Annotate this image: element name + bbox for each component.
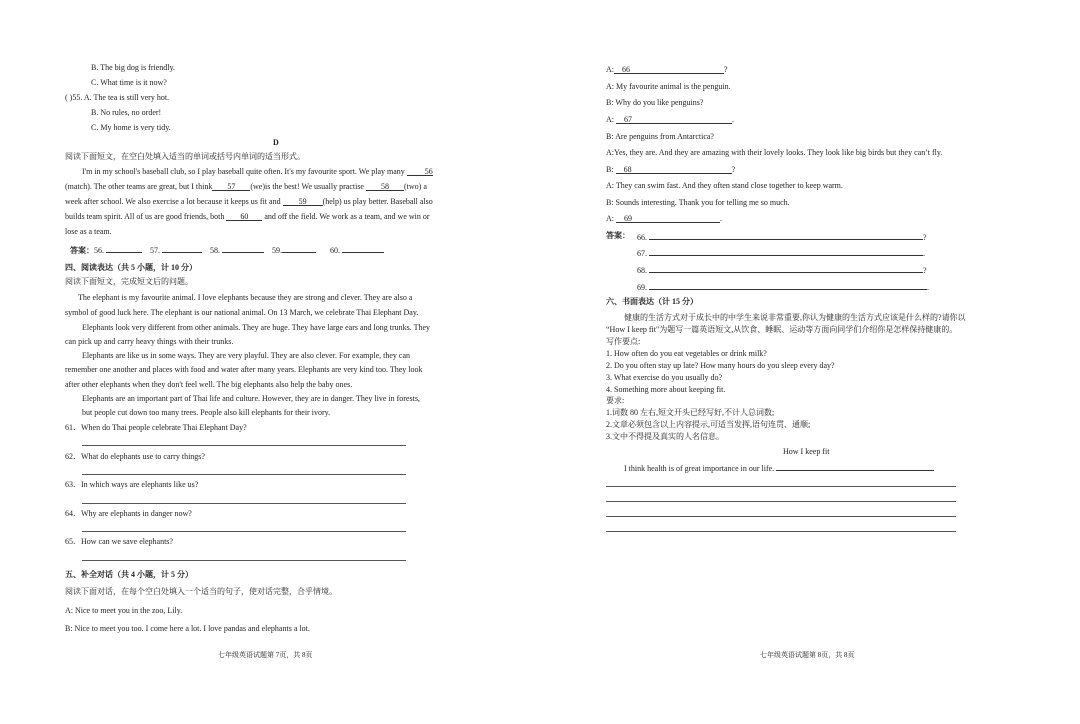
writing-point: 2. Do you often stay up late? How many hours do you sleep every day? — [606, 361, 835, 370]
passage-line: The elephant is my favourite animal. I love elephants because they are strong and clever. They are also a — [78, 293, 413, 302]
question-61: 61．When do Thai people celebrate Thai Elephant Day? — [65, 423, 247, 432]
passage-line: remember one another and places with food and water after many years. Elephants are very kind too. They look — [65, 365, 423, 374]
cloze-line-3 — [65, 197, 433, 207]
answer-field-67[interactable] — [649, 247, 923, 256]
option-54c: C. What time is it now? — [91, 78, 167, 87]
answer-num: 68. — [637, 266, 647, 275]
answer-row-69 — [637, 281, 929, 293]
writing-point: 4. Something more about keeping fit. — [606, 385, 726, 394]
punct: ? — [731, 165, 736, 174]
blank-66[interactable]: 66 — [614, 65, 724, 74]
blank-56[interactable]: 56 — [407, 167, 433, 176]
answer-line-62[interactable] — [82, 474, 406, 475]
answer-num: 59. — [272, 246, 282, 255]
dialogue-69 — [606, 214, 722, 224]
dialogue-line: A: They can swim fast. And they often stand close together to keep warm. — [606, 181, 843, 190]
text: (help) us play better. Baseball also — [322, 197, 433, 206]
blank-69[interactable]: 69 — [616, 214, 720, 223]
answer-row-68 — [637, 264, 927, 276]
answer-field-57[interactable] — [162, 244, 202, 253]
question-65: 65．How can we save elephants? — [65, 537, 173, 546]
requirement: 2.文章必须包含以上内容提示,可适当发挥,语句连贯、通顺; — [606, 420, 811, 429]
answer-field-68[interactable] — [649, 264, 923, 273]
section-4-title: 四、阅读表达（共 5 小题，计 10 分） — [65, 263, 197, 272]
answer-line-64[interactable] — [82, 531, 406, 532]
answer-num: 58. — [210, 246, 220, 255]
section-d-heading: D — [273, 138, 279, 147]
page-footer-7: 七年级英语试题第 7页，共 8页 — [218, 651, 313, 659]
points-label: 写作要点: — [606, 337, 641, 346]
answer-label: 答案： — [606, 231, 630, 240]
requirement: 3.文中不得提及真实的人名信息。 — [606, 432, 724, 441]
answer-field-59[interactable] — [282, 244, 316, 253]
text: week after school. We also exercise a lot because it keeps us fit and — [65, 197, 281, 206]
passage-line: Elephants are like us in some ways. They are very playful. They are also clever. For example, they can — [82, 351, 411, 360]
essay-field[interactable] — [776, 462, 934, 471]
dialogue-line: B: Sounds interesting. Thank you for telling me so much. — [606, 198, 790, 207]
passage-line: can pick up and carry heavy things with their trunks. — [65, 337, 234, 346]
blank-60[interactable]: 60 — [226, 212, 262, 221]
essay-line[interactable] — [606, 531, 956, 532]
answer-num: 66. — [637, 233, 647, 242]
answer-line-63[interactable] — [82, 503, 406, 504]
page-footer-8: 七年级英语试题第 8页，共 8页 — [760, 651, 855, 659]
answer-line-61[interactable] — [82, 445, 406, 446]
question-55: ( )55. A. The tea is still very hot. — [65, 93, 170, 102]
dialogue-line: A: My favourite animal is the penguin. — [606, 82, 731, 91]
passage-line: Elephants look very different from other animals. They are huge. They have large ears and long trunks. They — [82, 323, 431, 332]
dialogue-66 — [606, 65, 728, 75]
punct: ? — [923, 266, 927, 275]
answer-label: 答案： — [70, 246, 94, 255]
option-55b: B. No rules, no order! — [91, 108, 162, 117]
section-d-instruction: 阅读下面短文，在空白处填入适当的单词或括号内单词的适当形式。 — [65, 152, 305, 161]
answer-field-66[interactable] — [649, 231, 923, 240]
text: I'm in my school's baseball club, so I play baseball quite often. It's my favourite sport. We play many — [82, 167, 405, 176]
essay-opening — [624, 462, 934, 474]
cloze-line-5: lose as a team. — [65, 227, 112, 236]
blank-59[interactable]: 59 — [283, 197, 323, 206]
dialogue-line: A: Nice to meet you in the zoo, Lily. — [65, 606, 183, 615]
answer-num: 69. — [637, 283, 647, 292]
cloze-line-1 — [82, 167, 433, 177]
writing-point: 3. What exercise do you usually do? — [606, 373, 723, 382]
text: and off the field. We work as a team, and we win or — [264, 212, 430, 221]
cloze-line-4 — [65, 212, 430, 222]
question-62: 62．What do elephants use to carry things? — [65, 452, 205, 461]
option-55c: C. My home is very tidy. — [91, 123, 171, 132]
essay-line[interactable] — [606, 501, 956, 502]
cloze-line-2 — [65, 182, 473, 192]
dialogue-line: B: Are penguins from Antarctica? — [606, 132, 714, 141]
text: (two) a — [403, 182, 427, 191]
speaker: B: — [606, 165, 614, 174]
writing-point: 1. How often do you eat vegetables or drink milk? — [606, 349, 767, 358]
question-63: 63．In which ways are elephants like us? — [65, 480, 199, 489]
speaker: A: — [606, 115, 614, 124]
punct: ? — [724, 65, 728, 74]
passage-line: Elephants are an important part of Thai life and culture. However, they are in danger. They live in forests, — [82, 394, 420, 403]
punct: . — [927, 283, 929, 292]
option-54b: B. The big dog is friendly. — [91, 63, 175, 72]
answer-line-65[interactable] — [82, 560, 406, 561]
blank-67[interactable]: 67 — [616, 115, 732, 124]
essay-line[interactable] — [606, 516, 956, 517]
text: (match). The other teams are great, but I think — [65, 182, 213, 191]
dialogue-line: B: Why do you like penguins? — [606, 98, 704, 107]
blank-68[interactable]: 68 — [616, 165, 732, 174]
punct: . — [720, 214, 722, 223]
text: (we)is the best! We usually practise — [250, 182, 364, 191]
dialogue-68 — [606, 165, 735, 175]
section-6-prompt: 健康的生活方式对于成长中的中学生来说非常重要,你认为健康的生活方式应该是什么样的?请你以 — [624, 313, 966, 322]
punct: ? — [923, 233, 927, 242]
speaker: A: — [606, 65, 614, 74]
answer-num: 57. — [150, 246, 160, 255]
requirements-label: 要求: — [606, 396, 625, 405]
blank-58[interactable]: 58 — [366, 182, 404, 191]
section-5-instruction: 阅读下面对话，在每个空白处填入一个适当的句子，使对话完整，合乎情境。 — [65, 587, 337, 596]
question-64: 64．Why are elephants in danger now? — [65, 509, 192, 518]
passage-line: symbol of good luck here. The elephant is our national animal. On 13 March, we celebrate Thai Elephant Day. — [65, 308, 419, 317]
text: I think health is of great importance in our life. — [624, 464, 775, 473]
dialogue-line: B: Nice to meet you too. I come here a lot. I love pandas and elephants a lot. — [65, 624, 310, 633]
answer-row-66 — [637, 231, 927, 243]
answer-field-60[interactable] — [342, 244, 384, 253]
speaker: A: — [606, 214, 614, 223]
section-6-title: 六、书面表达（计 15 分） — [606, 297, 698, 306]
requirement: 1.词数 80 左右,短文开头已经写好,不计人总词数; — [606, 408, 775, 417]
answer-num: 56. — [94, 246, 104, 255]
punct: . — [923, 249, 925, 258]
answer-field-58[interactable] — [222, 244, 264, 253]
answer-row-56-60 — [70, 244, 384, 256]
answer-row-67 — [637, 247, 925, 259]
text: builds team spirit. All of us are good friends, both — [65, 212, 225, 221]
dialogue-67 — [606, 115, 734, 125]
answer-num: 67. — [637, 249, 647, 258]
essay-title: How I keep fit — [783, 447, 830, 456]
section-4-instruction: 阅读下面短文，完成短文后的问题。 — [65, 277, 193, 286]
answer-field-69[interactable] — [649, 281, 927, 290]
passage-line: after other elephants when they don't feel well. The big elephants also help the baby ones. — [65, 380, 353, 389]
answer-num: 60. — [330, 246, 340, 255]
blank-57[interactable]: 57 — [212, 182, 250, 191]
punct: . — [732, 115, 734, 124]
essay-line[interactable] — [606, 486, 956, 487]
passage-line: but people cut down too many trees. People also kill elephants for their ivory. — [82, 408, 331, 417]
answer-field-56[interactable] — [106, 244, 142, 253]
section-6-prompt: “How I keep fit"为题写一篇英语短文,从饮食、睡眠、运动等方面向同学们介绍你是怎样保持健康的。 — [606, 325, 958, 334]
section-5-title: 五、补全对话（共 4 小题，计 5 分） — [65, 570, 193, 579]
dialogue-line: A:Yes, they are. And they are amazing with their lovely looks. They look like big birds but they can’t fly. — [606, 148, 943, 157]
